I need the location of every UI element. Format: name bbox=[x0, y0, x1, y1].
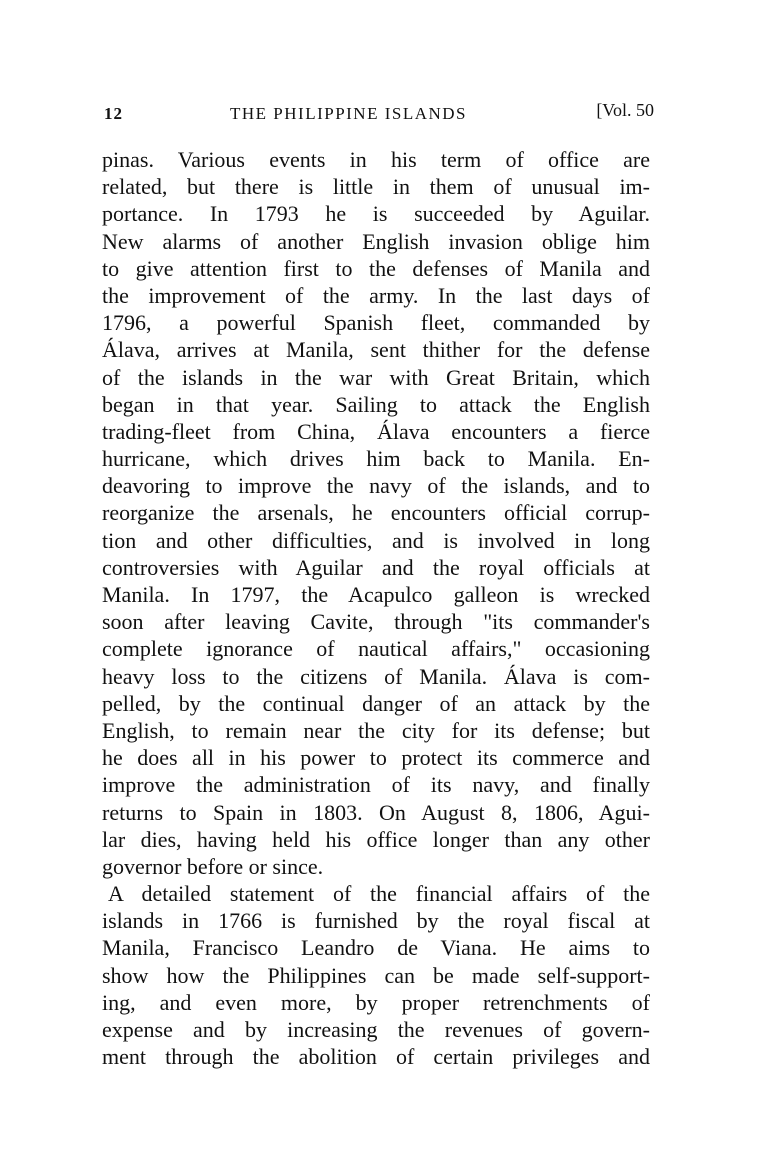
text-line: of the islands in the war with Great Britain, which bbox=[102, 364, 650, 390]
text-line: trading-fleet from China, Álava encounters a fierce bbox=[102, 418, 650, 444]
text-line: English, to remain near the city for its defense; but bbox=[102, 717, 650, 743]
text-line: portance. In 1793 he is succeeded by Aguilar. bbox=[102, 201, 650, 227]
text-line: ing, and even more, by proper retrenchments of bbox=[102, 989, 650, 1015]
text-line: to give attention first to the defenses of Manila and bbox=[102, 255, 650, 281]
running-header bbox=[104, 100, 660, 130]
text-line: he does all in his power to protect its commerce and bbox=[102, 745, 650, 771]
text-line: soon after leaving Cavite, through "its commander's bbox=[102, 609, 650, 635]
text-line: complete ignorance of nautical affairs," occasioning bbox=[102, 636, 650, 662]
text-line: heavy loss to the citizens of Manila. Álava is com- bbox=[102, 663, 650, 689]
volume-label: [Vol. 50 bbox=[596, 100, 654, 120]
running-title: THE PHILIPPINE ISLANDS bbox=[230, 104, 467, 123]
text-line: A detailed statement of the financial affairs of the bbox=[108, 881, 650, 907]
text-line: related, but there is little in them of unusual im- bbox=[102, 174, 650, 200]
text-line: tion and other difficulties, and is involved in long bbox=[102, 527, 650, 553]
text-line: controversies with Aguilar and the royal officials at bbox=[102, 554, 650, 580]
text-line: ment through the abolition of certain privileges and bbox=[102, 1044, 650, 1070]
text-line: lar dies, having held his office longer than any other bbox=[102, 826, 650, 852]
text-line: pinas. Various events in his term of office are bbox=[102, 147, 650, 172]
text-line: New alarms of another English invasion oblige him bbox=[102, 228, 650, 254]
text-line: the improvement of the army. In the last days of bbox=[102, 282, 650, 308]
body-text bbox=[102, 146, 650, 1070]
text-line: returns to Spain in 1803. On August 8, 1806, Agui- bbox=[102, 799, 650, 825]
text-line: 1796, a powerful Spanish fleet, commanded by bbox=[102, 310, 650, 336]
text-line: expense and by increasing the revenues of govern- bbox=[102, 1017, 650, 1042]
text-line: pelled, by the continual danger of an attack by the bbox=[102, 690, 650, 716]
text-line: hurricane, which drives him back to Manila. En- bbox=[102, 446, 650, 472]
text-line: governor before or since. bbox=[102, 853, 324, 879]
text-line: Manila, Francisco Leandro de Viana. He aims to bbox=[102, 935, 650, 961]
text-line: deavoring to improve the navy of the islands, and to bbox=[102, 473, 650, 499]
text-line: Manila. In 1797, the Acapulco galleon is wrecked bbox=[102, 582, 650, 607]
text-line: reorganize the arsenals, he encounters official corrup- bbox=[102, 500, 650, 526]
text-line: improve the administration of its navy, and finally bbox=[102, 772, 650, 798]
text-line: Álava, arrives at Manila, sent thither for the defense bbox=[102, 337, 650, 363]
text-line: islands in 1766 is furnished by the royal fiscal at bbox=[102, 908, 650, 934]
text-line: began in that year. Sailing to attack the English bbox=[102, 391, 650, 417]
page-number: 12 bbox=[104, 104, 123, 123]
text-line: show how the Philippines can be made self-support- bbox=[102, 962, 650, 988]
